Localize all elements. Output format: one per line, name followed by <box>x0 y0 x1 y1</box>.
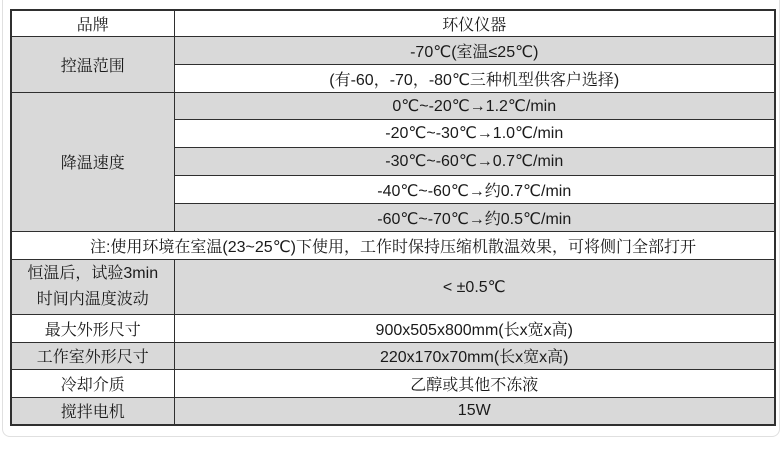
label-cell-cooling-rate: 降温速度 <box>11 92 174 231</box>
value-cell-cooling-3: -30℃~-60℃→0.7℃/min <box>174 147 775 175</box>
label-cell-chamber-dimensions: 工作室外形尺寸 <box>11 342 174 369</box>
value-cell-chamber-dimensions: 220x170x70mm(长x宽x高) <box>174 342 775 369</box>
label-cell-temp-range: 控温范围 <box>11 36 174 92</box>
fluctuation-label-line1: 恒温后，试验3min <box>27 264 159 282</box>
table-row-fluctuation <box>11 259 775 314</box>
value-cell-cooling-4: -40℃~-60℃→约0.7℃/min <box>174 175 775 203</box>
value-cell-cooling-2: -20℃~-30℃→1.0℃/min <box>174 119 775 147</box>
table-row-max-dimensions <box>11 314 775 342</box>
value-cell-cooling-5: -60℃~-70℃→约0.5℃/min <box>174 203 775 231</box>
value-cell-coolant: 乙醇或其他不冻液 <box>174 369 775 397</box>
table-row-stir-motor <box>11 397 775 425</box>
value-cell-max-dimensions: 900x505x800mm(长x宽x高) <box>174 314 775 342</box>
value-cell-brand: 环仪仪器 <box>174 10 775 36</box>
spec-table <box>10 9 776 426</box>
note-cell: 注:使用环境在室温(23~25℃)下使用，工作时保持压缩机散温效果，可将侧门全部打开 <box>11 231 775 259</box>
table-row-temp-range-1 <box>11 36 775 64</box>
value-cell-stir-motor: 15W <box>174 397 775 425</box>
value-cell-temp-range-2: (有-60，-70，-80℃三种机型供客户选择) <box>174 64 775 92</box>
label-cell-coolant: 冷却介质 <box>11 369 174 397</box>
value-cell-fluctuation: < ±0.5℃ <box>174 259 775 314</box>
label-cell-max-dimensions: 最大外形尺寸 <box>11 314 174 342</box>
value-cell-temp-range-1: -70℃(室温≤25℃) <box>174 36 775 64</box>
label-cell-fluctuation <box>11 259 174 314</box>
value-cell-cooling-1: 0℃~-20℃→1.2℃/min <box>174 92 775 119</box>
table-row-coolant <box>11 369 775 397</box>
table-row-chamber-dimensions <box>11 342 775 369</box>
label-cell-stir-motor: 搅拌电机 <box>11 397 174 425</box>
table-row-brand <box>11 10 775 36</box>
table-row-cooling-1 <box>11 92 775 119</box>
fluctuation-label-line2: 时间内温度波动 <box>36 290 149 308</box>
table-row-note <box>11 231 775 259</box>
label-cell-brand: 品牌 <box>11 10 174 36</box>
